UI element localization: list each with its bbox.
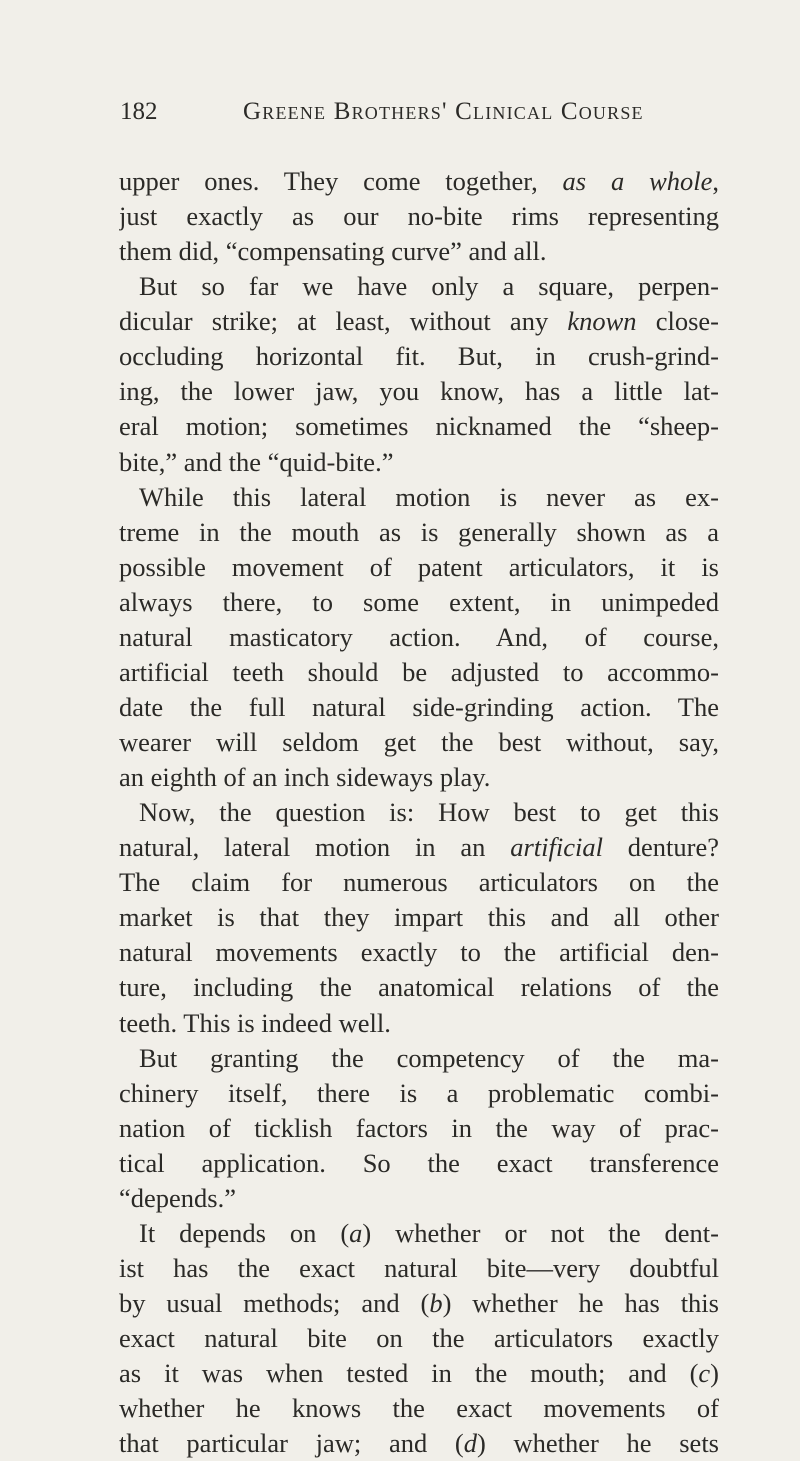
text-line — [119, 1111, 719, 1146]
text-line — [119, 409, 719, 444]
body-text — [119, 164, 719, 1461]
text-segment: treme in the mouth as is generally shown as a — [119, 516, 719, 547]
text-line — [119, 1076, 719, 1111]
text-segment: natural movements exactly to the artificial den- — [119, 937, 719, 968]
text-line — [119, 725, 719, 760]
text-segment: possible movement of patent articulators, it is — [119, 551, 719, 582]
text-segment: The claim for numerous articulators on the — [119, 867, 719, 898]
text-segment: denture? — [602, 832, 719, 863]
text-segment: Now, the question is: How best to get this — [139, 797, 719, 828]
text-line — [119, 374, 719, 409]
italic-text: known — [567, 306, 637, 337]
text-segment: bite,” and the “quid-bite.” — [119, 446, 394, 477]
italic-text: a — [349, 1217, 363, 1248]
text-segment: always there, to some extent, in unimpeded — [119, 586, 719, 617]
text-segment: ) whether he has this — [442, 1288, 719, 1318]
text-line — [119, 970, 719, 1005]
text-segment: , — [712, 166, 719, 196]
text-line — [119, 585, 719, 620]
text-segment: tical application. So the exact transference — [119, 1147, 719, 1178]
text-segment: nation of ticklish factors in the way of prac- — [119, 1112, 719, 1143]
text-segment: But so far we have only a square, perpen- — [139, 271, 719, 302]
text-line — [119, 1181, 719, 1216]
text-line — [119, 760, 719, 795]
text-line — [119, 1321, 719, 1356]
text-segment: ing, the lower jaw, you know, has a little lat- — [119, 376, 719, 407]
text-segment: them did, “compensating curve” and all. — [119, 236, 547, 267]
text-line — [119, 935, 719, 970]
text-line — [119, 1391, 719, 1426]
text-segment: natural masticatory action. And, of course, — [119, 621, 719, 652]
text-segment: dicular strike; at least, without any — [119, 306, 568, 337]
text-segment: eral motion; sometimes nicknamed the “sheep- — [119, 411, 719, 442]
text-segment: wearer will seldom get the best without, say, — [119, 727, 719, 757]
text-segment: artificial teeth should be adjusted to accommo- — [119, 656, 719, 687]
text-line — [119, 795, 719, 830]
text-line — [119, 1041, 719, 1076]
text-line — [119, 550, 719, 585]
text-line — [119, 304, 719, 339]
text-segment: While this lateral motion is never as ex- — [139, 481, 719, 512]
text-line — [119, 199, 719, 234]
text-segment: just exactly as our no-bite rims representing — [119, 201, 719, 232]
text-segment: market is that they impart this and all other — [119, 902, 719, 933]
italic-text: c — [698, 1358, 711, 1389]
text-segment: whether he knows the exact movements of — [119, 1393, 719, 1424]
text-line — [119, 269, 719, 304]
text-segment: ) whether he sets — [476, 1428, 719, 1459]
text-line — [119, 339, 719, 374]
italic-text: as a whole — [562, 166, 713, 196]
text-segment: date the full natural side-grinding action. The — [119, 691, 719, 722]
text-line — [119, 655, 719, 690]
text-segment: It depends on ( — [139, 1217, 350, 1248]
italic-text: artificial — [510, 832, 603, 863]
text-line — [119, 515, 719, 550]
text-segment: ist has the exact natural bite—very doubtful — [119, 1252, 719, 1283]
text-segment: ture, including the anatomical relations of the — [119, 972, 719, 1003]
italic-text: b — [429, 1288, 443, 1318]
text-segment: ) — [710, 1358, 719, 1389]
text-segment: ) whether or not the dent- — [362, 1217, 719, 1248]
text-line — [119, 620, 719, 655]
text-segment: exact natural bite on the articulators exactly — [119, 1323, 719, 1354]
text-line — [119, 865, 719, 900]
text-line — [119, 480, 719, 515]
text-segment: But granting the competency of the ma- — [139, 1042, 719, 1073]
text-line — [119, 1006, 719, 1041]
text-line — [119, 1426, 719, 1461]
text-line — [119, 1146, 719, 1181]
italic-text: d — [463, 1428, 477, 1459]
text-segment: teeth. This is indeed well. — [119, 1007, 391, 1038]
text-segment: upper ones. They come together, — [119, 166, 563, 196]
page-number: 182 — [120, 98, 158, 125]
running-title: Greene Brothers' Clinical Course — [243, 98, 644, 125]
text-segment: “depends.” — [119, 1182, 236, 1213]
text-segment: occluding horizontal fit. But, in crush-grind- — [119, 341, 719, 372]
text-line — [119, 1251, 719, 1286]
text-line — [119, 1216, 719, 1251]
text-segment: chinery itself, there is a problematic combi- — [119, 1077, 719, 1108]
text-segment: that particular jaw; and ( — [119, 1428, 464, 1459]
text-line — [119, 164, 719, 199]
text-line — [119, 445, 719, 480]
text-segment: natural, lateral motion in an — [119, 832, 511, 863]
text-segment: an eighth of an inch sideways play. — [119, 762, 491, 793]
text-line — [119, 1286, 719, 1321]
text-line — [119, 900, 719, 935]
text-line — [119, 830, 719, 865]
text-line — [119, 690, 719, 725]
text-segment: as it was when tested in the mouth; and ( — [119, 1358, 699, 1389]
text-segment: close- — [636, 306, 719, 337]
text-line — [119, 234, 719, 269]
page-header — [120, 96, 720, 128]
text-segment: by usual methods; and ( — [119, 1288, 430, 1318]
text-line — [119, 1356, 719, 1391]
